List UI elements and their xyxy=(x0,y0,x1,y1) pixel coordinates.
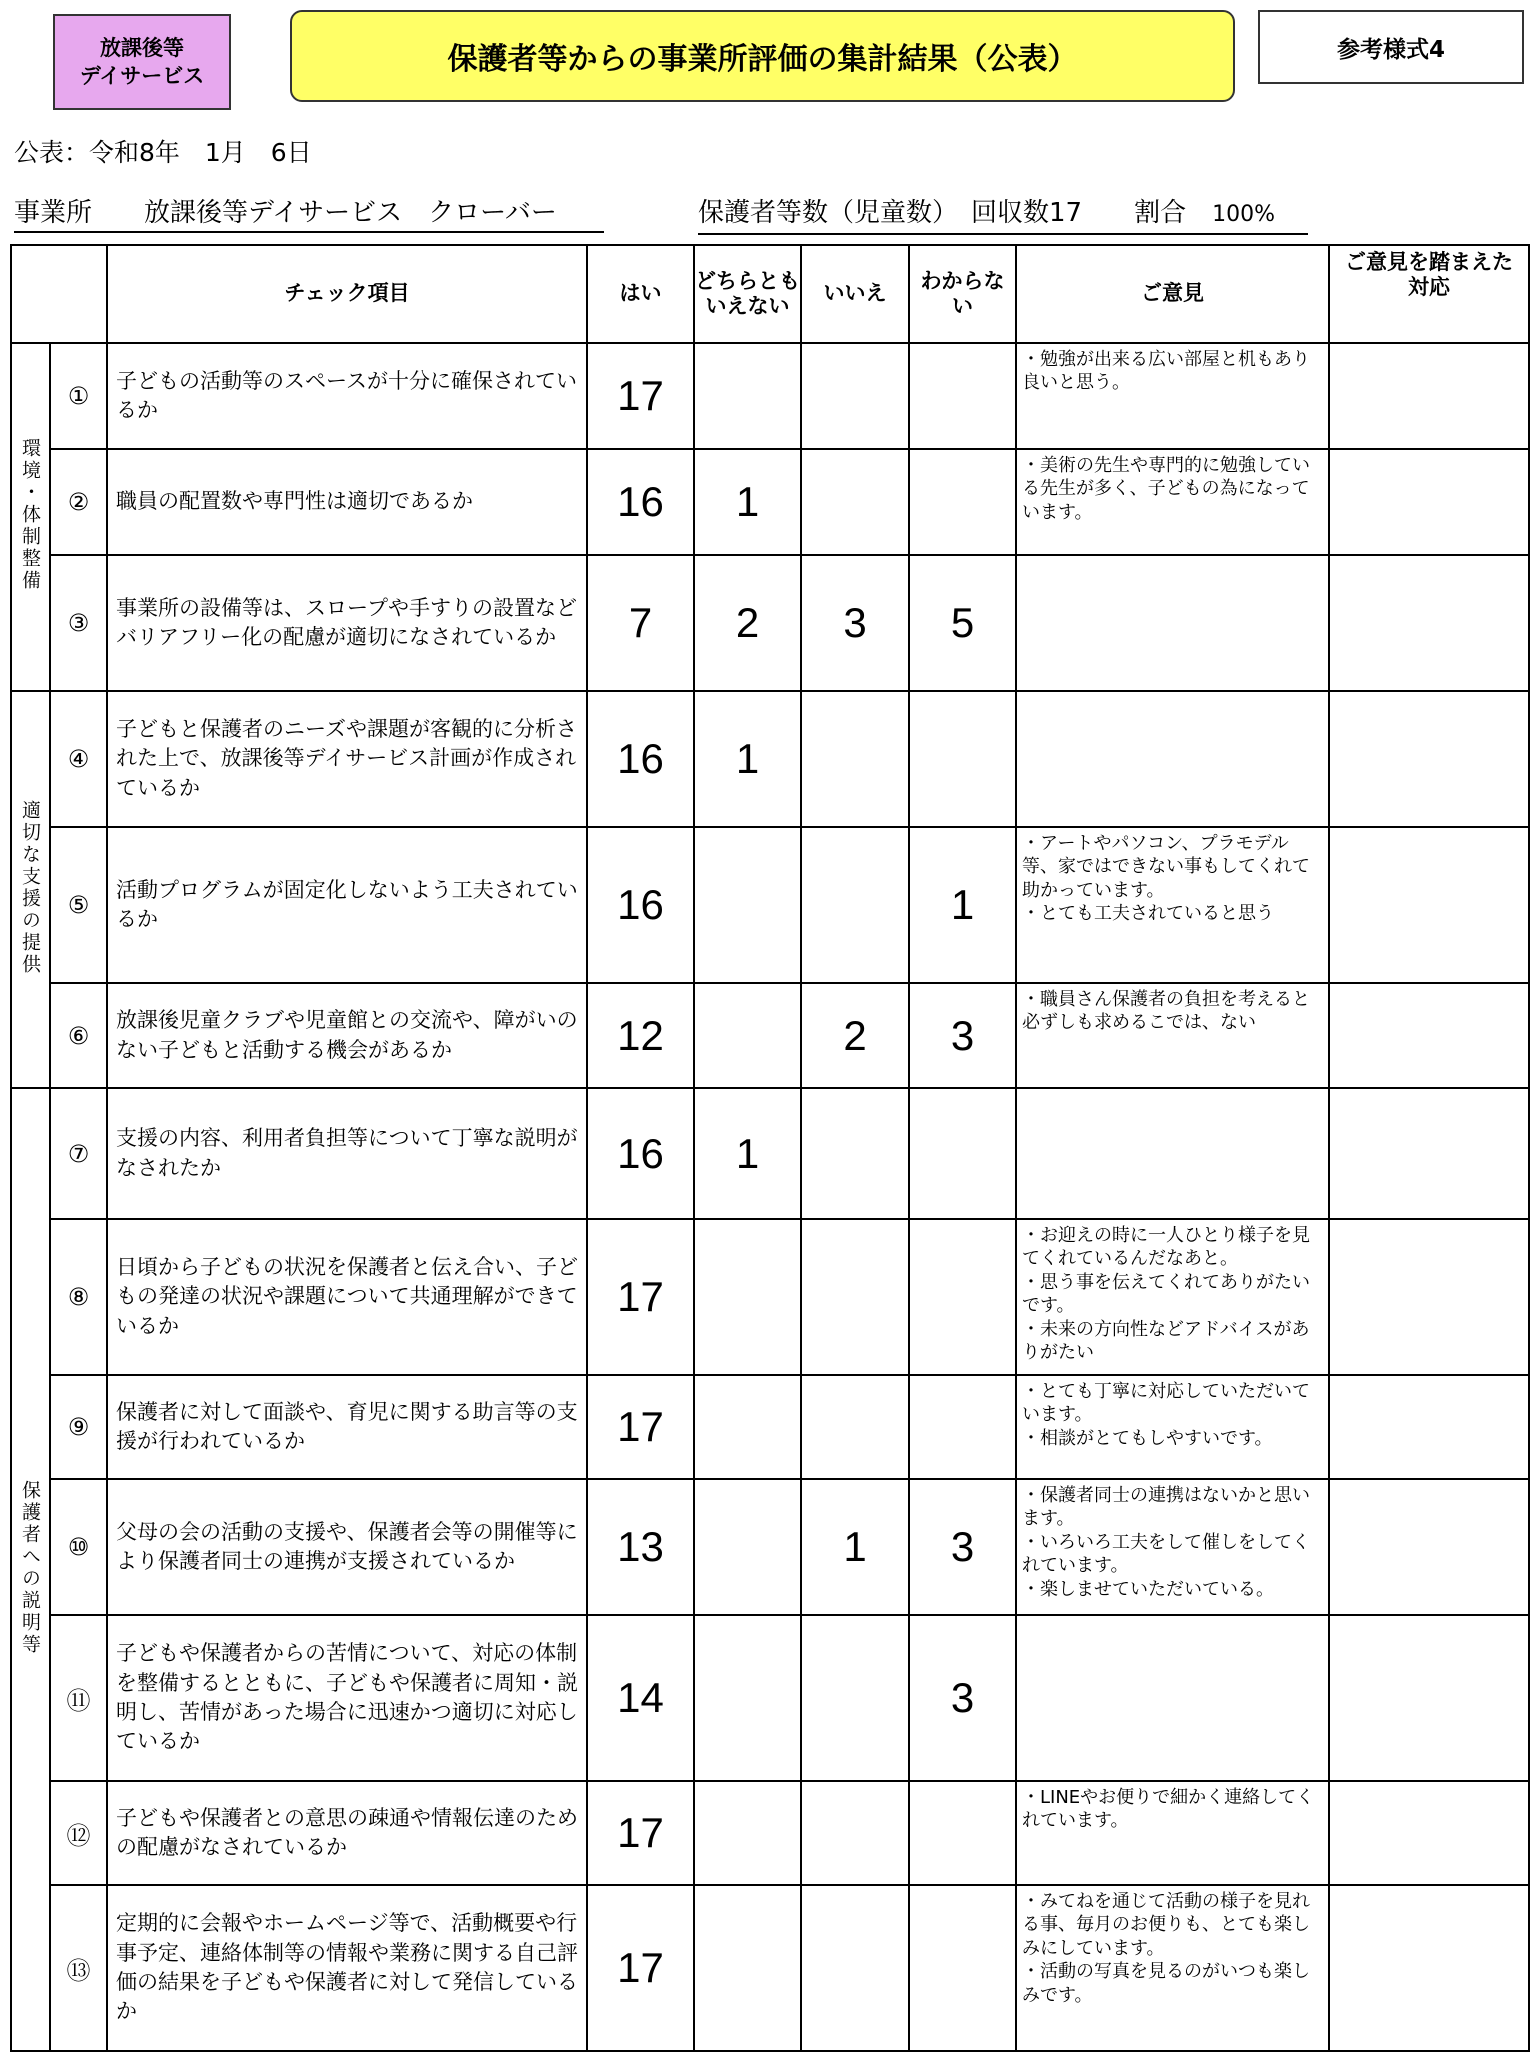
opinion-text: ・お迎えの時に一人ひとり様子を見てくれているんだなあと。 xyxy=(1022,1225,1310,1270)
count-yes: 16 xyxy=(587,827,694,983)
section-explanation-label: 保護者への説明等 xyxy=(19,1479,41,1656)
count-neither: 2 xyxy=(694,555,801,691)
count-no xyxy=(801,827,909,983)
count-yes: 12 xyxy=(587,983,694,1088)
count-no xyxy=(801,1885,909,2051)
opinions-cell xyxy=(1016,1375,1329,1479)
check-item-text: 事業所の設備等は、スロープや手すりの設置などバリアフリー化の配慮が適切になされているか xyxy=(107,555,587,691)
count-no: 3 xyxy=(801,555,909,691)
item-number: ⑬ xyxy=(50,1885,107,2051)
section-environment-label: 環境・体制整備 xyxy=(19,438,41,592)
service-type-badge xyxy=(53,14,231,110)
response-cell xyxy=(1329,1781,1529,1885)
opinion-text: ・とても工夫されていると思う xyxy=(1022,903,1274,925)
count-neither xyxy=(694,343,801,449)
item-number: ⑩ xyxy=(50,1479,107,1615)
table-row xyxy=(11,449,1529,555)
opinions-cell xyxy=(1016,1781,1329,1885)
count-neither: 1 xyxy=(694,449,801,555)
check-item-text: 保護者に対して面談や、育児に関する助言等の支援が行われているか xyxy=(107,1375,587,1479)
check-item-text: 子どもや保護者との意思の疎通や情報伝達のための配慮がなされているか xyxy=(107,1781,587,1885)
count-unknown xyxy=(909,449,1016,555)
count-unknown xyxy=(909,1088,1016,1219)
item-number: ⑪ xyxy=(50,1615,107,1781)
count-yes: 17 xyxy=(587,1885,694,2051)
opinion-text: ・活動の写真を見るのがいつも楽しみです。 xyxy=(1022,1961,1310,2006)
item-number: ① xyxy=(50,343,107,449)
item-number: ⑦ xyxy=(50,1088,107,1219)
check-item-text: 職員の配置数や専門性は適切であるか xyxy=(107,449,587,555)
count-no xyxy=(801,449,909,555)
response-cell xyxy=(1329,1885,1529,2051)
header-unknown-line1: わからな xyxy=(920,268,1005,293)
opinion-text: ・LINEやお便りで細かく連絡してくれています。 xyxy=(1022,1787,1315,1832)
response-cell xyxy=(1329,1479,1529,1615)
header-response-line2: 対応 xyxy=(1408,275,1450,300)
badge-line2: デイサービス xyxy=(79,64,205,88)
section-support xyxy=(11,691,50,1088)
check-item-text: 日頃から子どもの状況を保護者と伝え合い、子どもの発達の状況や課題について共通理解ができているか xyxy=(107,1219,587,1375)
header-opinions: ご意見 xyxy=(1016,245,1329,343)
count-neither xyxy=(694,1615,801,1781)
item-number: ⑥ xyxy=(50,983,107,1088)
response-cell xyxy=(1329,555,1529,691)
response-cell xyxy=(1329,1088,1529,1219)
header-response xyxy=(1329,245,1529,343)
page-title: 保護者等からの事業所評価の集計結果（公表） xyxy=(290,10,1235,102)
table-row xyxy=(11,555,1529,691)
opinion-text: ・みてねを通じて活動の様子を見れる事、毎月のお便りも、とても楽しみにしています。 xyxy=(1022,1891,1310,1959)
count-no xyxy=(801,1375,909,1479)
count-unknown: 5 xyxy=(909,555,1016,691)
count-neither xyxy=(694,827,801,983)
opinions-cell xyxy=(1016,827,1329,983)
table-row xyxy=(11,1219,1529,1375)
opinion-text: ・アートやパソコン、プラモデル等、家ではできない事もしてくれて助かっています。 xyxy=(1022,833,1310,901)
count-unknown: 3 xyxy=(909,1615,1016,1781)
table-row xyxy=(11,691,1529,827)
opinions-cell xyxy=(1016,983,1329,1088)
response-cell xyxy=(1329,983,1529,1088)
item-number: ⑨ xyxy=(50,1375,107,1479)
response-cell xyxy=(1329,1375,1529,1479)
section-explanation xyxy=(11,1088,50,2051)
check-item-text: 子どもの活動等のスペースが十分に確保されているか xyxy=(107,343,587,449)
item-number: ⑫ xyxy=(50,1781,107,1885)
office-name: 事業所 放課後等デイサービス クローバー xyxy=(14,196,604,233)
header-no: いいえ xyxy=(801,245,909,343)
section-support-label: 適切な支援の提供 xyxy=(19,799,41,976)
header-neither xyxy=(694,245,801,343)
check-item-text: 子どもと保護者のニーズや課題が客観的に分析された上で、放課後等デイサービス計画が作成されているか xyxy=(107,691,587,827)
count-no xyxy=(801,1615,909,1781)
table-row xyxy=(11,1781,1529,1885)
response-cell xyxy=(1329,449,1529,555)
opinions-cell xyxy=(1016,1219,1329,1375)
count-no: 1 xyxy=(801,1479,909,1615)
form-label: 参考様式4 xyxy=(1258,10,1524,84)
opinions-cell xyxy=(1016,1885,1329,2051)
publication-date: 公表：令和8年 1月 6日 xyxy=(14,138,312,167)
count-unknown xyxy=(909,1885,1016,2051)
section-environment xyxy=(11,343,50,691)
table-row xyxy=(11,1375,1529,1479)
count-neither xyxy=(694,1375,801,1479)
opinions-cell xyxy=(1016,1615,1329,1781)
response-cell xyxy=(1329,691,1529,827)
opinion-text: ・いろいろ工夫をして催しをしてくれています。 xyxy=(1022,1531,1310,1577)
opinions-cell xyxy=(1016,1479,1329,1615)
item-number: ② xyxy=(50,449,107,555)
count-neither xyxy=(694,1781,801,1885)
item-number: ⑤ xyxy=(50,827,107,983)
count-no xyxy=(801,691,909,827)
header-row xyxy=(11,245,1529,343)
opinion-text: ・職員さん保護者の負担を考えると必ずしも求めるこでは、ない xyxy=(1022,989,1310,1034)
check-item-text: 父母の会の活動の支援や、保護者会等の開催等により保護者同士の連携が支援されているか xyxy=(107,1479,587,1615)
count-yes: 14 xyxy=(587,1615,694,1781)
count-unknown: 1 xyxy=(909,827,1016,983)
respondent-label: 保護者等数（児童数） 回収数17 割合 xyxy=(698,198,1213,228)
item-number: ⑧ xyxy=(50,1219,107,1375)
check-item-text: 支援の内容、利用者負担等について丁寧な説明がなされたか xyxy=(107,1088,587,1219)
count-yes: 16 xyxy=(587,449,694,555)
count-yes: 17 xyxy=(587,1781,694,1885)
count-no xyxy=(801,1219,909,1375)
count-unknown: 3 xyxy=(909,983,1016,1088)
count-yes: 7 xyxy=(587,555,694,691)
header-check-item: チェック項目 xyxy=(107,245,587,343)
table-row xyxy=(11,343,1529,449)
count-unknown xyxy=(909,691,1016,827)
header-blank xyxy=(11,245,107,343)
response-cell xyxy=(1329,827,1529,983)
response-rate: 100% xyxy=(1212,202,1275,227)
response-cell xyxy=(1329,1615,1529,1781)
count-no: 2 xyxy=(801,983,909,1088)
header-yes: はい xyxy=(587,245,694,343)
evaluation-table xyxy=(10,244,1530,2052)
header-response-line1: ご意見を踏まえた xyxy=(1345,250,1513,274)
count-unknown: 3 xyxy=(909,1479,1016,1615)
check-item-text: 定期的に会報やホームページ等で、活動概要や行事予定、連絡体制等の情報や業務に関する自己評価の結果を子どもや保護者に対して発信しているか xyxy=(107,1885,587,2051)
item-number: ④ xyxy=(50,691,107,827)
opinions-cell xyxy=(1016,1088,1329,1219)
response-cell xyxy=(1329,343,1529,449)
opinion-text: ・未来の方向性などアドバイスがありがたい xyxy=(1022,1318,1310,1363)
count-yes: 16 xyxy=(587,691,694,827)
opinion-text: ・勉強が出来る広い部屋と机もあり良いと思う。 xyxy=(1022,349,1310,394)
opinions-cell xyxy=(1016,449,1329,555)
count-no xyxy=(801,343,909,449)
count-yes: 13 xyxy=(587,1479,694,1615)
count-neither xyxy=(694,1219,801,1375)
table-row xyxy=(11,983,1529,1088)
table-row xyxy=(11,1885,1529,2051)
count-neither xyxy=(694,983,801,1088)
opinion-text: ・とても丁寧に対応していただいています。 xyxy=(1022,1381,1310,1426)
count-neither xyxy=(694,1885,801,2051)
count-yes: 16 xyxy=(587,1088,694,1219)
table-row xyxy=(11,1479,1529,1615)
header-unknown-line2: い xyxy=(952,294,973,318)
opinion-text: ・美術の先生や専門的に勉強している先生が多く、子どもの為になっています。 xyxy=(1022,455,1310,523)
count-yes: 17 xyxy=(587,1219,694,1375)
opinion-text: ・保護者同士の連携はないかと思います。 xyxy=(1022,1485,1310,1530)
header-unknown xyxy=(909,245,1016,343)
count-yes: 17 xyxy=(587,343,694,449)
check-item-text: 子どもや保護者からの苦情について、対応の体制を整備するとともに、子どもや保護者に周知・説明し、苦情があった場合に迅速かつ適切に対応しているか xyxy=(107,1615,587,1781)
table-row xyxy=(11,827,1529,983)
opinion-text: ・相談がとてもしやすいです。 xyxy=(1022,1427,1273,1449)
count-unknown xyxy=(909,1375,1016,1479)
opinions-cell xyxy=(1016,555,1329,691)
opinions-cell xyxy=(1016,691,1329,827)
count-neither: 1 xyxy=(694,1088,801,1219)
count-neither xyxy=(694,1479,801,1615)
item-number: ③ xyxy=(50,555,107,691)
table-row xyxy=(11,1615,1529,1781)
check-item-text: 活動プログラムが固定化しないよう工夫されているか xyxy=(107,827,587,983)
response-cell xyxy=(1329,1219,1529,1375)
opinion-text: ・楽しませていただいている。 xyxy=(1022,1578,1274,1600)
check-item-text: 放課後児童クラブや児童館との交流や、障がいのない子どもと活動する機会があるか xyxy=(107,983,587,1088)
count-unknown xyxy=(909,1781,1016,1885)
count-yes: 17 xyxy=(587,1375,694,1479)
table-row xyxy=(11,1088,1529,1219)
badge-line1: 放課後等 xyxy=(100,35,184,60)
header-neither-line2: いえない xyxy=(705,294,790,318)
opinions-cell xyxy=(1016,343,1329,449)
header-neither-line1: どちらとも xyxy=(695,268,800,293)
table-body xyxy=(11,343,1529,2051)
count-unknown xyxy=(909,1219,1016,1375)
count-no xyxy=(801,1781,909,1885)
count-unknown xyxy=(909,343,1016,449)
count-neither: 1 xyxy=(694,691,801,827)
respondent-summary xyxy=(698,196,1308,235)
opinion-text: ・思う事を伝えてくれてありがたいです。 xyxy=(1022,1271,1310,1317)
count-no xyxy=(801,1088,909,1219)
